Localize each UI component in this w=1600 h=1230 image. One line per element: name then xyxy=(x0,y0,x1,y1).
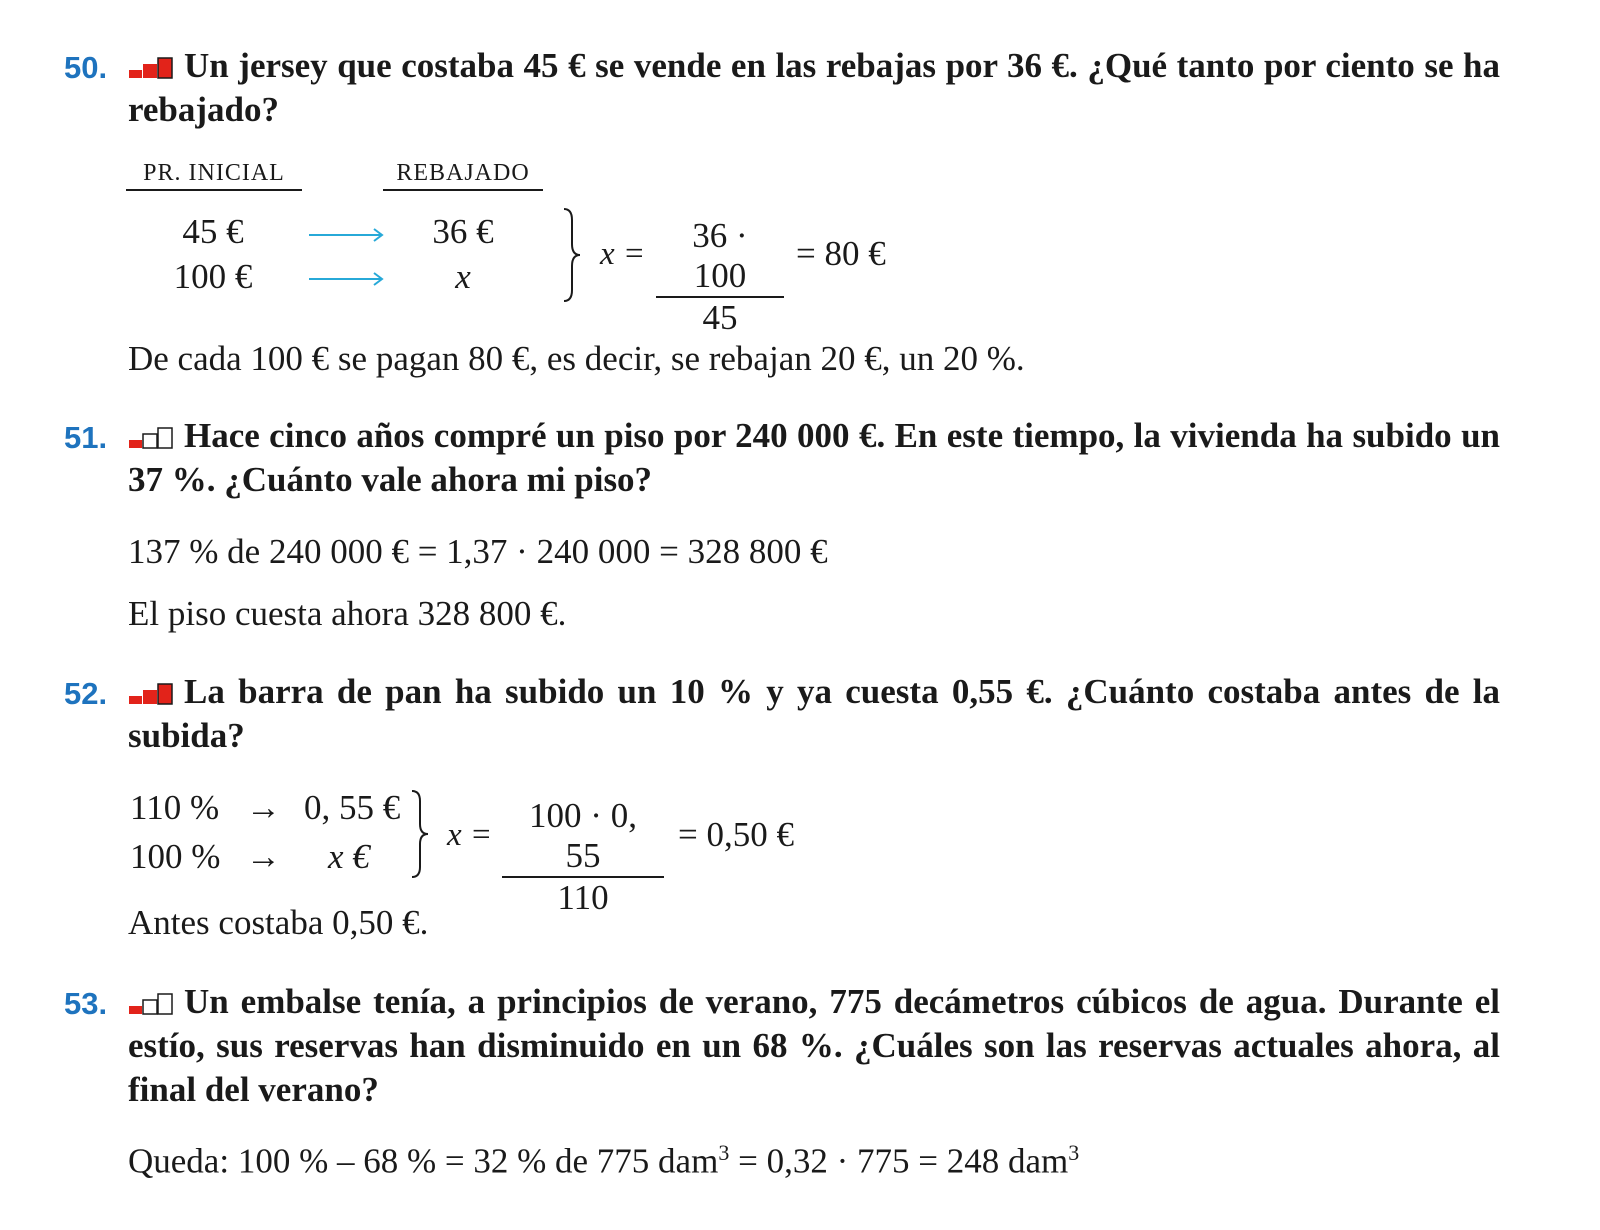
table-cell: 45 € xyxy=(182,212,244,251)
solution-line: 137 % de 240 000 € = 1,37 · 240 000 = 328 800 € xyxy=(128,532,828,571)
solution-text-part: Queda: 100 % – 68 % = 32 % de 775 dam xyxy=(128,1141,719,1181)
equation-result: = 0,50 € xyxy=(678,815,794,854)
table-cell: 36 € xyxy=(432,212,494,251)
exponent: 3 xyxy=(1068,1140,1080,1165)
problem-number: 52. xyxy=(64,676,108,711)
exponent: 3 xyxy=(718,1140,730,1165)
equation-lhs: x = xyxy=(447,817,493,853)
problem-statement: La barra de pan ha subido un 10 % y ya cuesta 0,55 €. ¿Cuánto costaba antes de la subida? xyxy=(128,672,1500,755)
brace-icon xyxy=(408,788,434,880)
problem-statement: Un jersey que costaba 45 € se vende en las rebajas por 36 €. ¿Qué tanto por ciento se ha rebajado? xyxy=(128,46,1500,129)
table-cell: x xyxy=(455,257,471,296)
equation-result: = 80 € xyxy=(796,234,886,273)
column-header-discounted: REBAJADO xyxy=(383,160,543,191)
solution-line: El piso cuesta ahora 328 800 €. xyxy=(128,594,567,633)
fraction-denominator: 45 xyxy=(702,298,738,337)
table-cell: 100 € xyxy=(173,257,253,296)
arrow-icon: → xyxy=(246,837,281,876)
fraction-denominator: 110 xyxy=(557,878,609,917)
solution-text: De cada 100 € se pagan 80 €, es decir, se rebajan 20 €, un 20 %. xyxy=(128,339,1025,378)
problem-statement: Hace cinco años compré un piso por 240 000 €. En este tiempo, la vivienda ha subido un 37 %. ¿Cuánto vale ahora mi piso? xyxy=(128,416,1500,499)
problem-number: 53. xyxy=(64,986,108,1021)
fraction-numerator: 36 · 100 xyxy=(692,216,748,295)
equation-lhs: x = xyxy=(600,236,646,272)
fraction-numerator: 100 · 0, 55 xyxy=(529,796,637,875)
solution-text: Antes costaba 0,50 €. xyxy=(128,903,429,942)
problem-number: 50. xyxy=(64,50,108,85)
solution-text xyxy=(128,1140,1079,1182)
column-header-initial: PR. INICIAL xyxy=(126,160,302,191)
problem-number: 51. xyxy=(64,420,108,455)
proportion-cell: 110 % xyxy=(130,788,220,827)
problem-statement: Un embalse tenía, a principios de verano, 775 decámetros cúbicos de agua. Durante el estío, sus reservas han disminuido en un 68 %. ¿Cuáles son las reservas actuales ahora, al final del verano? xyxy=(128,982,1500,1109)
proportion-cell: 100 % xyxy=(130,837,221,876)
arrow-icon xyxy=(306,222,386,294)
fraction xyxy=(656,216,784,338)
fraction xyxy=(502,796,664,918)
brace-icon xyxy=(560,206,586,304)
solution-text-part: = 0,32 · 775 = 248 dam xyxy=(729,1141,1069,1181)
proportion-cell: x € xyxy=(328,837,370,876)
proportion-cell: 0, 55 € xyxy=(304,788,401,827)
arrow-icon: → xyxy=(246,788,281,827)
